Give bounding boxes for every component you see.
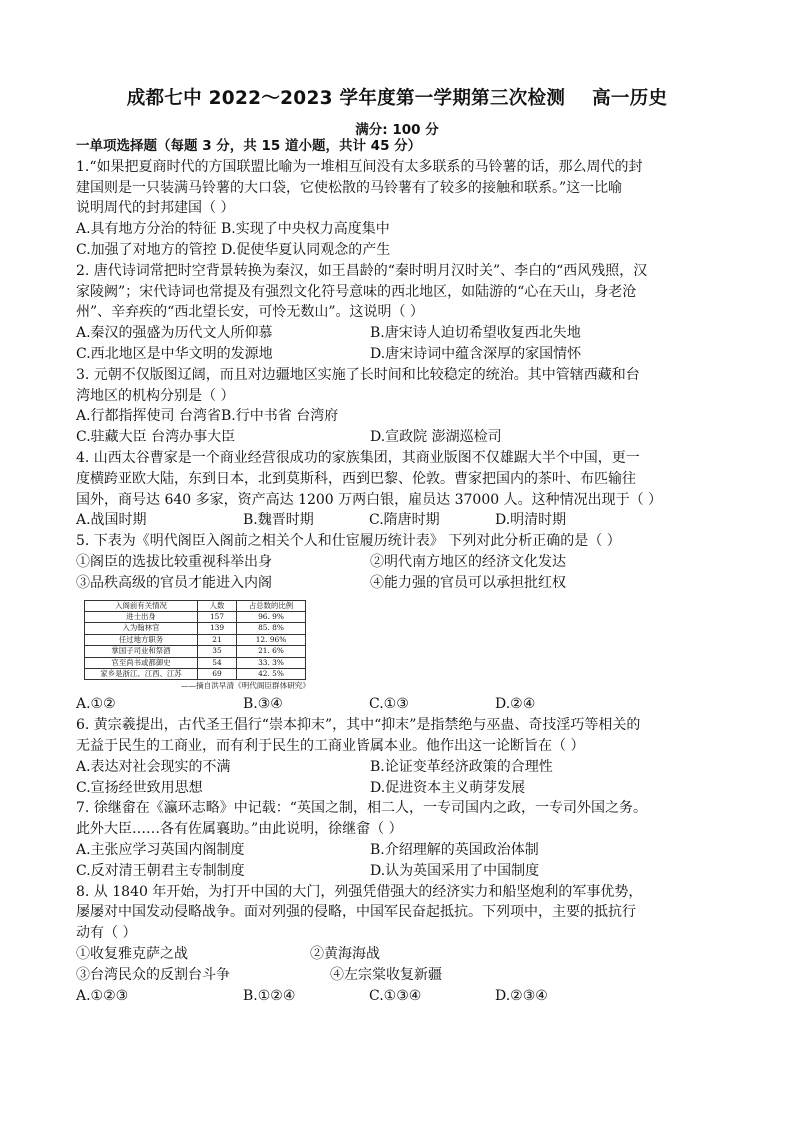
answer-option: C.西北地区是中华文明的发源地 — [76, 345, 273, 362]
answer-option: B.①②④ — [243, 987, 296, 1004]
question-5 — [76, 531, 736, 715]
question-text-line: 州”、辛弃疾的“西北望长安，可怜无数山”。这说明（ ） — [76, 304, 424, 321]
table-row — [85, 668, 306, 679]
answer-option: A.①②③ — [76, 987, 129, 1004]
table-cell: 96. 9% — [237, 611, 306, 622]
statement: ③台湾民众的反割台斗争 — [76, 966, 230, 983]
question-text-line: 6. 黄宗羲提出，古代圣王倡行“崇本抑末”，其中“抑末”是指禁绝与巫蛊、奇技淫巧等相关的 — [76, 717, 641, 734]
answer-option: A.战国时期 — [76, 512, 147, 529]
question-text-line: 说明周代的封邦建国（ ） — [76, 200, 235, 217]
statistics-table-block — [84, 600, 310, 693]
question-2 — [76, 261, 736, 365]
table-cell: 33. 3% — [237, 657, 306, 668]
table-cell: 21. 6% — [237, 646, 306, 657]
answer-option: D.唐宋诗词中蕴含深厚的家国情怀 — [370, 345, 582, 362]
answer-option: C.宣扬经世致用思想 — [76, 779, 203, 796]
answer-option: B.介绍理解的英国政治体制 — [370, 841, 539, 858]
question-text-line: 8. 从 1840 年开始，为打开中国的大门，列强凭借强大的经济实力和船坚炮利的军事优势， — [76, 883, 643, 900]
answer-option: A.表达对社会现实的不满 — [76, 758, 231, 775]
answer-option: B.③④ — [243, 696, 283, 713]
question-text-line: 1.“如果把夏商时代的方国联盟比喻为一堆相互间没有太多联系的马铃薯的话，那么周代的封 — [76, 158, 643, 175]
answer-option: A.具有地方分治的特征 B.实现了中央权力高度集中 — [76, 221, 390, 238]
question-text-line: 7. 徐继畲在《瀛环志略》中记载：“英国之制，相二人，一专司国内之政，一专司外国之务。 — [76, 800, 647, 817]
answer-option: C.隋唐时期 — [369, 512, 440, 529]
table-row — [85, 623, 306, 634]
table-cell: 85. 8% — [237, 623, 306, 634]
table-cell: 任过地方职务 — [85, 634, 198, 645]
question-text-line: 无益于民生的工商业，而有利于民生的工商业皆属本业。他作出这一论断旨在（ ） — [76, 737, 585, 754]
statement: ④能力强的官员可以承担批红权 — [370, 574, 566, 591]
answer-option: C.①③④ — [369, 987, 422, 1004]
table-cell: 54 — [198, 657, 237, 668]
question-text-line: 家陵阙”；宋代诗词也常提及有强烈文化符号意味的西北地区，如陆游的“心在天山，身老沧 — [76, 283, 637, 300]
statement: ②黄海海战 — [310, 945, 380, 962]
answer-option: D.明清时期 — [495, 512, 567, 529]
statement: ①阁臣的选拔比较重视科举出身 — [76, 553, 272, 570]
statement: ①收复雅克萨之战 — [76, 945, 188, 962]
answer-option: C.反对清王朝君主专制制度 — [76, 862, 245, 879]
table-header-cell: 人数 — [198, 600, 237, 611]
table-header-cell: 入阁前有关情况 — [85, 600, 198, 611]
table-row — [85, 611, 306, 622]
question-text-line: 此外大臣……各有佐属襄助。”由此说明，徐继畲（ ） — [76, 821, 403, 838]
answer-option: C.驻藏大臣 台湾办事大臣 — [76, 429, 236, 446]
table-row — [85, 646, 306, 657]
table-row — [85, 634, 306, 645]
statement: ③品秩高级的官员才能进入内阁 — [76, 574, 272, 591]
exam-body — [76, 136, 736, 1006]
question-1 — [76, 157, 736, 261]
question-8 — [76, 882, 736, 1007]
answer-option: A.①② — [76, 696, 116, 713]
score-line: 满分: 100 分 — [355, 122, 439, 138]
question-text-line: 国外，商号达 640 多家，资产高达 1200 万两白银，雇员达 37000 人。这种情况出现于（ ） — [76, 491, 663, 508]
table-cell: 进士出身 — [85, 611, 198, 622]
question-4 — [76, 448, 736, 531]
question-text-line: 3. 元朝不仅版图辽阔，而且对边疆地区实施了长时间和比较稳定的统治。其中管辖西藏和台 — [76, 366, 640, 383]
question-text-line: 5. 下表为《明代阁臣入阁前之相关个人和仕宦履历统计表》 下列对此分析正确的是（ ） — [76, 533, 621, 550]
answer-option: B.魏晋时期 — [243, 512, 314, 529]
question-text-line: 2. 唐代诗词常把时空背景转换为秦汉，如王昌龄的“秦时明月汉时关”、李白的“西风残照，汉 — [76, 262, 648, 279]
table-cell: 69 — [198, 668, 237, 679]
table-header-cell: 占总数的比例 — [237, 600, 306, 611]
table-cell: 家乡是浙江、江西、江苏 — [85, 668, 198, 679]
statement: ④左宗棠收复新疆 — [330, 966, 442, 983]
answer-option: C.加强了对地方的管控 D.促使华夏认同观念的产生 — [76, 241, 391, 258]
answer-option: D.宣政院 澎湖巡检司 — [370, 429, 502, 446]
answer-option: A.秦汉的强盛为历代文人所仰慕 — [76, 325, 273, 342]
question-7 — [76, 798, 736, 881]
answer-option: D.促进资本主义萌芽发展 — [370, 779, 526, 796]
question-text-line: 湾地区的机构分别是（ ） — [76, 387, 235, 404]
table-cell: 21 — [198, 634, 237, 645]
answer-option: C.①③ — [369, 696, 409, 713]
answer-option: D.②④ — [495, 696, 536, 713]
table-caption: ——摘自洪早清《明代阁臣群体研究》 — [180, 681, 310, 691]
table-header-row — [85, 600, 306, 611]
question-text-line: 动有（ ） — [76, 925, 137, 942]
question-text-line: 屡屡对中国发动侵略战争。面对列强的侵略，中国军民奋起抵抗。下列项中，主要的抵抗行 — [76, 904, 636, 921]
table-cell: 139 — [198, 623, 237, 634]
table-cell: 官至尚书或都御史 — [85, 657, 198, 668]
question-text-line: 建国则是一只装满马铃薯的大口袋，它使松散的马铃薯有了较多的接触和联系。”这一比喻 — [76, 179, 623, 196]
question-6 — [76, 715, 736, 798]
table-row — [85, 657, 306, 668]
answer-option: B.论证变革经济政策的合理性 — [370, 758, 553, 775]
table-cell: 12. 96% — [237, 634, 306, 645]
page-title: 成都七中 2022～2023 学年度第一学期第三次检测 高一历史 — [126, 88, 668, 109]
table-cell: 42. 5% — [237, 668, 306, 679]
question-text-line: 4. 山西太谷曹家是一个商业经营很成功的家族集团，其商业版图不仅雄踞大半个中国，更一 — [76, 449, 640, 466]
answer-option: D.认为英国采用了中国制度 — [370, 862, 540, 879]
answer-option: A.主张应学习英国内阁制度 — [76, 841, 245, 858]
section-heading: 一单项选择题（每题 3 分，共 15 道小题，共计 45 分） — [76, 138, 422, 154]
table-cell: 35 — [198, 646, 237, 657]
question-3 — [76, 365, 736, 448]
table-cell: 掌国子司业和祭酒 — [85, 646, 198, 657]
question-text-line: 度横跨亚欧大陆，东到日本，北到莫斯科，西到巴黎、伦敦。曹家把国内的茶叶、布匹输往 — [76, 470, 636, 487]
statistics-table — [84, 600, 306, 681]
table-cell: 入为翰林官 — [85, 623, 198, 634]
table-cell: 157 — [198, 611, 237, 622]
statement: ②明代南方地区的经济文化发达 — [370, 553, 566, 570]
answer-option: D.②③④ — [495, 987, 548, 1004]
answer-option: A.行都指挥使司 台湾省B.行中书省 台湾府 — [76, 408, 339, 425]
answer-option: B.唐宋诗人迫切希望收复西北失地 — [370, 325, 581, 342]
